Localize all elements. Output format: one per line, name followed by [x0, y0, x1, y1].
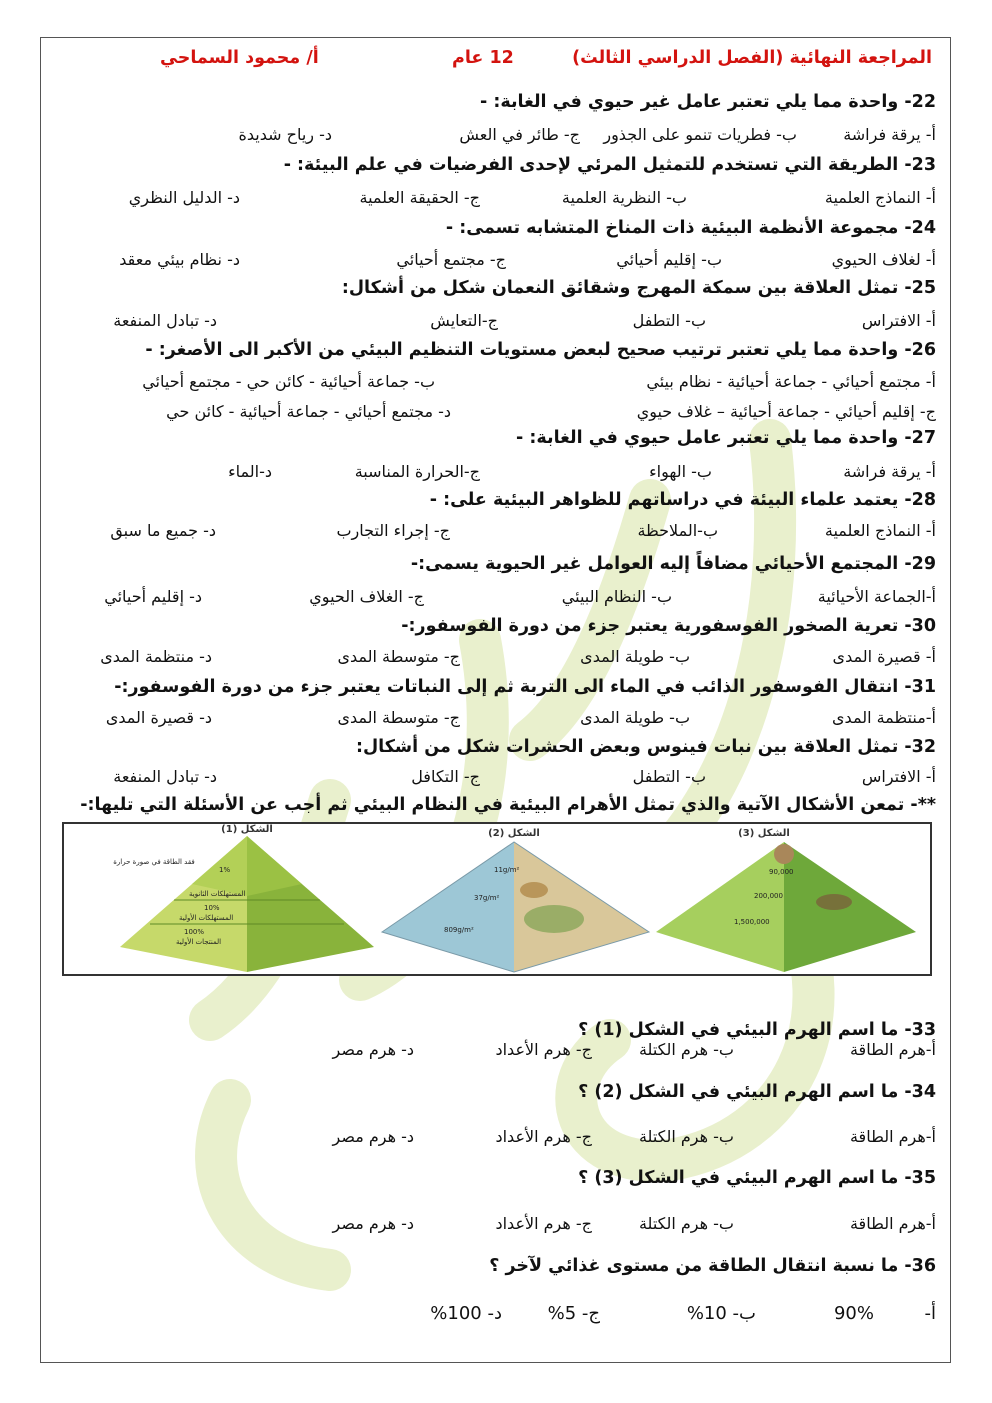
option-b[interactable]: ب- جماعة أحيائية - كائن حي - مجتمع أحيائي	[142, 372, 435, 391]
question-text: 28- يعتمد علماء البيئة في دراساتهم للظواهر البيئية على: -	[429, 490, 936, 510]
question-26	[0, 340, 992, 370]
question-text: 27- واحدة مما يلي تعتبر عامل حيوي في الغابة: -	[516, 428, 936, 448]
pyramid1-level-1: 1%	[219, 866, 231, 874]
option-d[interactable]: د- تبادل المنفعة	[113, 311, 217, 330]
option-a[interactable]: أ-هرم الطاقة	[849, 1214, 936, 1233]
question-text: 23- الطريقة التي تستخدم للتمثيل المرئي لإحدى الفرضيات في علم البيئة: -	[283, 155, 936, 175]
question-text: 29- المجتمع الأحيائي مضافاً إليه العوامل غير الحيوية يسمى:-	[410, 554, 936, 574]
option-b[interactable]: ب- هرم الكتلة	[638, 1127, 734, 1146]
option-c[interactable]: ج- 5%	[547, 1303, 600, 1324]
question-32	[0, 737, 992, 767]
option-c[interactable]: ج- الغلاف الحيوي	[309, 587, 424, 606]
header-teacher: أ/ محمود السماحي	[160, 48, 319, 68]
options-34	[0, 1127, 992, 1157]
option-c[interactable]: ج- الحقيقة العلمية	[359, 188, 480, 207]
options-35	[0, 1214, 992, 1244]
option-d[interactable]: د- الدليل النظري	[128, 188, 240, 207]
option-d[interactable]: د- هرم مصر	[332, 1127, 414, 1146]
question-27	[0, 428, 992, 458]
option-a[interactable]: 90%	[833, 1303, 874, 1324]
question-text: 25- تمثل العلاقة بين سمكة المهرج وشقائق النعمان شكل من أشكال:	[341, 278, 936, 298]
option-b[interactable]: ب- طويلة المدى	[580, 708, 690, 727]
option-b[interactable]: ب- فطريات تنمو على الجذور	[603, 125, 797, 144]
option-d[interactable]: د- رياح شديدة	[238, 125, 332, 144]
question-text: 26- واحدة مما يلي تعتبر ترتيب صحيح لبعض مستويات التنظيم البيئي من الأكبر الى الأصغر: -	[145, 340, 936, 360]
question-34	[0, 1082, 992, 1112]
header-grade: 12 عام	[452, 48, 514, 68]
option-b[interactable]: ب- التطفل	[632, 311, 706, 330]
option-a[interactable]: أ- يرقة فراشة	[843, 125, 936, 144]
option-c[interactable]: ج- هرم الأعداد	[495, 1127, 592, 1146]
option-c[interactable]: ج- هرم الأعداد	[495, 1214, 592, 1233]
question-text: 34- ما اسم الهرم البيئي في الشكل (2) ؟	[578, 1082, 936, 1102]
option-b[interactable]: ب- إقليم أحيائي	[616, 250, 722, 269]
pyramid3-level-1: 90,000	[769, 868, 794, 876]
pyramid1-level-2: 10%	[204, 904, 220, 912]
options-24	[0, 250, 992, 280]
question-text: 35- ما اسم الهرم البيئي في الشكل (3) ؟	[578, 1168, 936, 1188]
option-d[interactable]: د- مجتمع أحيائي - جماعة أحيائية - كائن حي	[166, 402, 451, 421]
figure-intro-row	[0, 795, 992, 825]
question-35	[0, 1168, 992, 1198]
pyramid2-level-1: 11g/m²	[494, 866, 520, 874]
figure-label-2: الشكل (2)	[488, 828, 540, 839]
figure-intro: **- تمعن الأشكال الآتية والذي تمثل الأهرام البيئية في النظام البيئي ثم أجب عن الأسئلة التي تليها:-	[80, 795, 936, 815]
pyramid1-sublabel-3: المنتجات الأولية	[176, 938, 222, 946]
option-d[interactable]: د- قصيرة المدى	[105, 708, 212, 727]
options-25	[0, 311, 992, 341]
options-33	[0, 1040, 992, 1070]
option-d[interactable]: د- تبادل المنفعة	[113, 767, 217, 786]
option-b[interactable]: ب- هرم الكتلة	[638, 1040, 734, 1059]
energy-loss-note: فقد الطاقة في صورة حرارة	[113, 858, 195, 866]
figure-label-3: الشكل (3)	[738, 828, 790, 839]
question-text: 22- واحدة مما يلي تعتبر عامل غير حيوي في الغابة: -	[479, 92, 936, 112]
question-29	[0, 554, 992, 584]
options-36	[0, 1303, 992, 1333]
pyramid1-level-3: 100%	[184, 928, 205, 936]
pyramid1-sublabel-2: المستهلكات الأولية	[179, 914, 234, 922]
option-d[interactable]: د- هرم مصر	[332, 1040, 414, 1059]
question-28	[0, 490, 992, 520]
option-a[interactable]: أ- النماذج العلمية	[824, 188, 936, 207]
figure-label-1: الشكل (1)	[221, 824, 273, 835]
options-28	[0, 521, 992, 551]
options-32	[0, 767, 992, 797]
option-a[interactable]: أ-الجماعة الأحيائية	[817, 587, 936, 606]
question-30	[0, 616, 992, 646]
options-27	[0, 462, 992, 492]
pyramid2-level-3: 809g/m²	[444, 926, 474, 934]
option-d[interactable]: د-الماء	[228, 462, 272, 481]
option-a[interactable]: أ- النماذج العلمية	[824, 521, 936, 540]
header-title: المراجعة النهائية (الفصل الدراسي الثالث)	[572, 48, 932, 68]
pyramids-svg	[64, 824, 930, 974]
option-c[interactable]: ج- التكافل	[411, 767, 480, 786]
question-22	[0, 92, 992, 122]
options-30	[0, 647, 992, 677]
options-31	[0, 708, 992, 738]
option-c[interactable]: ج-التعايش	[430, 311, 498, 330]
option-a[interactable]: أ-منتظمة المدى	[832, 708, 936, 727]
option-b[interactable]: ب-الملاحظة	[637, 521, 718, 540]
option-a[interactable]: أ- قصيرة المدى	[832, 647, 936, 666]
pyramid2-level-2: 37g/m²	[474, 894, 500, 902]
option-d[interactable]: د- إقليم أحيائي	[104, 587, 202, 606]
options-23	[0, 188, 992, 218]
option-d[interactable]: د- نظام بيئي معقد	[119, 250, 240, 269]
question-25	[0, 278, 992, 308]
option-b[interactable]: ب- طويلة المدى	[580, 647, 690, 666]
option-a[interactable]: أ- يرقة فراشة	[843, 462, 936, 481]
question-text: 30- تعرية الصخور الفوسفورية يعتبر جزء من دورة الفوسفور:-	[401, 616, 936, 636]
option-d[interactable]: د- هرم مصر	[332, 1214, 414, 1233]
option-c[interactable]: ج- إقليم أحيائي - جماعة أحيائية – غلاف حيوي	[636, 402, 936, 421]
option-c[interactable]: ج- هرم الأعداد	[495, 1040, 592, 1059]
option-a[interactable]: أ-هرم الطاقة	[849, 1040, 936, 1059]
question-text: 33- ما اسم الهرم البيئي في الشكل (1) ؟	[578, 1020, 936, 1040]
question-text: 36- ما نسبة انتقال الطاقة من مستوى غذائي لآخر ؟	[489, 1256, 936, 1276]
option-b[interactable]: ب- النظرية العلمية	[561, 188, 687, 207]
option-b[interactable]: ب- التطفل	[632, 767, 706, 786]
option-a[interactable]: أ- الافتراس	[861, 311, 936, 330]
option-c[interactable]: ج-الحرارة المناسبة	[354, 462, 480, 481]
option-d[interactable]: د- جميع ما سبق	[110, 521, 216, 540]
pyramid3-level-3: 1,500,000	[734, 918, 770, 926]
option-d[interactable]: د- 100%	[430, 1303, 502, 1324]
pyramid3-level-2: 200,000	[754, 892, 783, 900]
option-c[interactable]: ج- إجراء التجارب	[336, 521, 450, 540]
options-22	[0, 125, 992, 155]
option-c[interactable]: ج- متوسطة المدى	[337, 647, 460, 666]
option-b[interactable]: ب- 10%	[686, 1303, 756, 1324]
option-d[interactable]: د- منتظمة المدى	[100, 647, 212, 666]
question-31	[0, 677, 992, 707]
option-b[interactable]: ب- هرم الكتلة	[638, 1214, 734, 1233]
options-29	[0, 587, 992, 617]
option-b[interactable]: ب- النظام البيئي	[561, 587, 672, 606]
question-text: 31- انتقال الفوسفور الذائب في الماء الى التربة ثم إلى النباتات يعتبر جزء من دورة الفوسفور:-	[114, 677, 936, 697]
pyramid-1	[113, 824, 374, 972]
option-a[interactable]: أ- مجتمع أحيائي - جماعة أحيائية - نظام بيئي	[646, 372, 936, 391]
question-text: 32- تمثل العلاقة بين نبات فينوس وبعض الحشرات شكل من أشكال:	[355, 737, 936, 757]
option-c[interactable]: ج- طائر في العش	[459, 125, 580, 144]
pyramid1-sublabel-1: المستهلكات الثانوية	[189, 890, 246, 898]
option-b[interactable]: ب- الهواء	[649, 462, 712, 481]
option-a[interactable]: أ- الافتراس	[861, 767, 936, 786]
question-23	[0, 155, 992, 185]
option-c[interactable]: ج- مجتمع أحيائي	[396, 250, 506, 269]
option-c[interactable]: ج- متوسطة المدى	[337, 708, 460, 727]
pyramids-figure	[62, 822, 932, 976]
option-a[interactable]: أ- لغلاف الحيوي	[831, 250, 936, 269]
option-a[interactable]: أ-هرم الطاقة	[849, 1127, 936, 1146]
options-26-row1	[0, 372, 992, 402]
question-text: 24- مجموعة الأنظمة البيئية ذات المناخ المتشابه تسمى: -	[445, 218, 936, 238]
question-36	[0, 1256, 992, 1286]
option-a-prefix: أ-	[924, 1303, 936, 1324]
question-24	[0, 218, 992, 248]
pyramid-3	[656, 828, 916, 972]
pyramid-2	[382, 828, 649, 972]
